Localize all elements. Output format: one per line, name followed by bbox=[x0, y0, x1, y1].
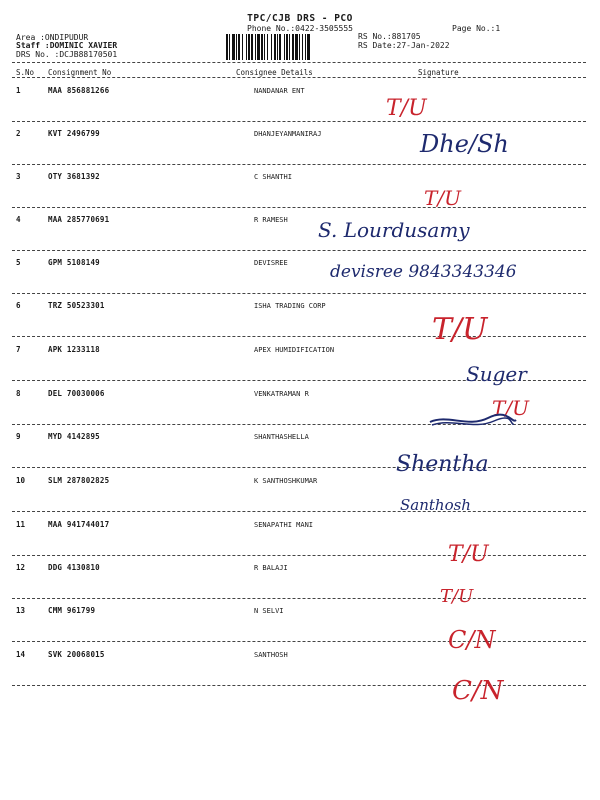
document-title: TPC/CJB DRS - PCO bbox=[247, 13, 353, 24]
header-rule-bottom bbox=[12, 77, 586, 78]
row-consignment-no: DDG 4130810 bbox=[48, 563, 100, 572]
signature-mark: devisree 9843343346 bbox=[330, 262, 517, 282]
row-sno: 5 bbox=[16, 258, 21, 267]
row-sno: 13 bbox=[16, 606, 26, 615]
signature-mark: Shentha bbox=[396, 452, 489, 477]
row-consignee: SANTHOSH bbox=[254, 651, 288, 659]
row-sno: 11 bbox=[16, 520, 26, 529]
row-consignment-no: MAA 285770691 bbox=[48, 215, 110, 224]
row-consignee: VENKATRAMAN R bbox=[254, 390, 309, 398]
row-consignment-no: MYD 4142895 bbox=[48, 432, 100, 441]
col-header-consignment: Consignment No bbox=[48, 68, 112, 77]
header-rule-top bbox=[12, 62, 586, 63]
row-consignee: APEX HUMIDIFICATION bbox=[254, 346, 335, 354]
signature-mark: T/U bbox=[424, 186, 461, 210]
row-divider bbox=[12, 555, 586, 556]
signature-mark: S. Lourdusamy bbox=[318, 218, 470, 242]
row-divider bbox=[12, 164, 586, 165]
signature-mark: C/N bbox=[448, 626, 496, 654]
barcode-bar bbox=[310, 34, 312, 60]
page-number: Page No.:1 bbox=[452, 24, 501, 33]
row-sno: 8 bbox=[16, 389, 21, 398]
row-consignee: NANDANAR ENT bbox=[254, 87, 305, 95]
row-divider bbox=[12, 250, 586, 251]
row-consignment-no: MAA 941744017 bbox=[48, 520, 110, 529]
row-consignment-no: TRZ 50523301 bbox=[48, 301, 105, 310]
row-consignee: ISHA TRADING CORP bbox=[254, 302, 326, 310]
signature-mark: T/U bbox=[440, 586, 474, 607]
row-consignment-no: GPM 5108149 bbox=[48, 258, 100, 267]
row-consignee: R RAMESH bbox=[254, 216, 288, 224]
area-field: Area :ONDIPUDUR bbox=[16, 33, 89, 42]
scribble-mark bbox=[428, 412, 518, 430]
row-consignment-no: OTY 3681392 bbox=[48, 172, 100, 181]
row-sno: 6 bbox=[16, 301, 21, 310]
row-consignee: C SHANTHI bbox=[254, 173, 292, 181]
row-divider bbox=[12, 598, 586, 599]
signature-mark: C/N bbox=[452, 676, 504, 706]
row-divider bbox=[12, 293, 586, 294]
row-sno: 14 bbox=[16, 650, 26, 659]
signature-mark: Santhosh bbox=[400, 496, 471, 514]
signature-mark: T/U bbox=[492, 396, 529, 420]
row-divider bbox=[12, 467, 586, 468]
row-consignment-no: SVK 20068015 bbox=[48, 650, 105, 659]
staff-field: Staff :DOMINIC XAVIER bbox=[16, 41, 118, 50]
rs-date: RS Date:27-Jan-2022 bbox=[358, 41, 450, 50]
row-consignment-no: CMM 961799 bbox=[48, 606, 96, 615]
row-consignment-no: DEL 70030006 bbox=[48, 389, 105, 398]
row-consignment-no: MAA 856881266 bbox=[48, 86, 110, 95]
row-divider bbox=[12, 121, 586, 122]
row-consignee: DHANJEYANMANIRAJ bbox=[254, 130, 322, 138]
row-consignment-no: KVT 2496799 bbox=[48, 129, 100, 138]
row-consignee: K SANTHOSHKUMAR bbox=[254, 477, 318, 485]
signature-mark: T/U bbox=[432, 312, 488, 347]
row-sno: 4 bbox=[16, 215, 21, 224]
signature-mark: T/U bbox=[386, 96, 427, 121]
col-header-consignee: Consignee Details bbox=[236, 68, 313, 77]
row-divider bbox=[12, 336, 586, 337]
row-consignee: SENAPATHI MANI bbox=[254, 521, 314, 529]
row-divider bbox=[12, 511, 586, 512]
row-divider bbox=[12, 641, 586, 642]
row-sno: 3 bbox=[16, 172, 21, 181]
rs-number: RS No.:881705 bbox=[358, 32, 421, 41]
row-sno: 10 bbox=[16, 476, 26, 485]
row-consignee: SHANTHASHELLA bbox=[254, 433, 309, 441]
col-header-sno: S.No bbox=[16, 68, 35, 77]
row-consignee: N SELVI bbox=[254, 607, 284, 615]
signature-mark: Suger bbox=[466, 362, 527, 386]
row-consignee: R BALAJI bbox=[254, 564, 288, 572]
row-sno: 12 bbox=[16, 563, 26, 572]
col-header-signature: Signature bbox=[418, 68, 459, 77]
row-sno: 2 bbox=[16, 129, 21, 138]
phone-number: Phone No.:0422-3505555 bbox=[247, 24, 353, 33]
signature-mark: T/U bbox=[448, 542, 489, 567]
row-sno: 9 bbox=[16, 432, 21, 441]
row-sno: 7 bbox=[16, 345, 21, 354]
row-consignee: DEVISREE bbox=[254, 259, 288, 267]
drs-number: DRS No. :DCJB88170501 bbox=[16, 50, 118, 59]
row-sno: 1 bbox=[16, 86, 21, 95]
row-consignment-no: APK 1233118 bbox=[48, 345, 100, 354]
row-consignment-no: SLM 287802825 bbox=[48, 476, 110, 485]
row-divider bbox=[12, 207, 586, 208]
barcode-image bbox=[226, 34, 350, 60]
signature-mark: Dhe/Sh bbox=[420, 130, 509, 158]
